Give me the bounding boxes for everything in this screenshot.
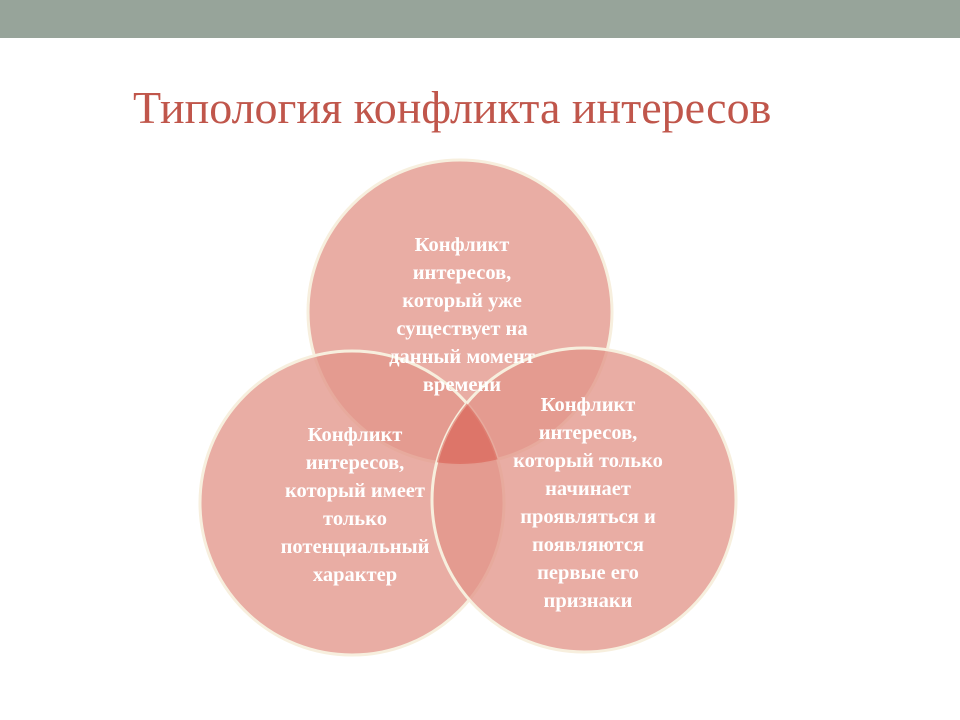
slide-title: Типология конфликта интересов	[133, 82, 772, 133]
label-left-line: Конфликт	[307, 424, 403, 446]
label-right-line: который только	[513, 450, 663, 472]
label-left-line: интересов,	[305, 452, 405, 474]
label-left-line: потенциальный	[280, 536, 430, 558]
label-top-line: Конфликт	[414, 234, 510, 256]
label-right-line: появляются	[531, 534, 645, 556]
label-right-line: интересов,	[538, 422, 638, 444]
label-right-line: первые его	[537, 562, 639, 584]
label-right-line: проявляться и	[520, 506, 656, 528]
label-top-line: времени	[422, 374, 502, 396]
label-right-line: признаки	[543, 590, 633, 612]
label-left-line: только	[323, 508, 387, 530]
label-right-line: Конфликт	[540, 394, 636, 416]
label-top-line: интересов,	[412, 262, 512, 284]
label-right-line: начинает	[545, 478, 631, 500]
label-top-line: существует на	[396, 318, 528, 340]
label-top-line: данный момент	[389, 346, 535, 368]
label-top-line: который уже	[402, 290, 522, 312]
label-left-line: характер	[312, 564, 398, 586]
label-left-line: который имеет	[285, 480, 425, 502]
